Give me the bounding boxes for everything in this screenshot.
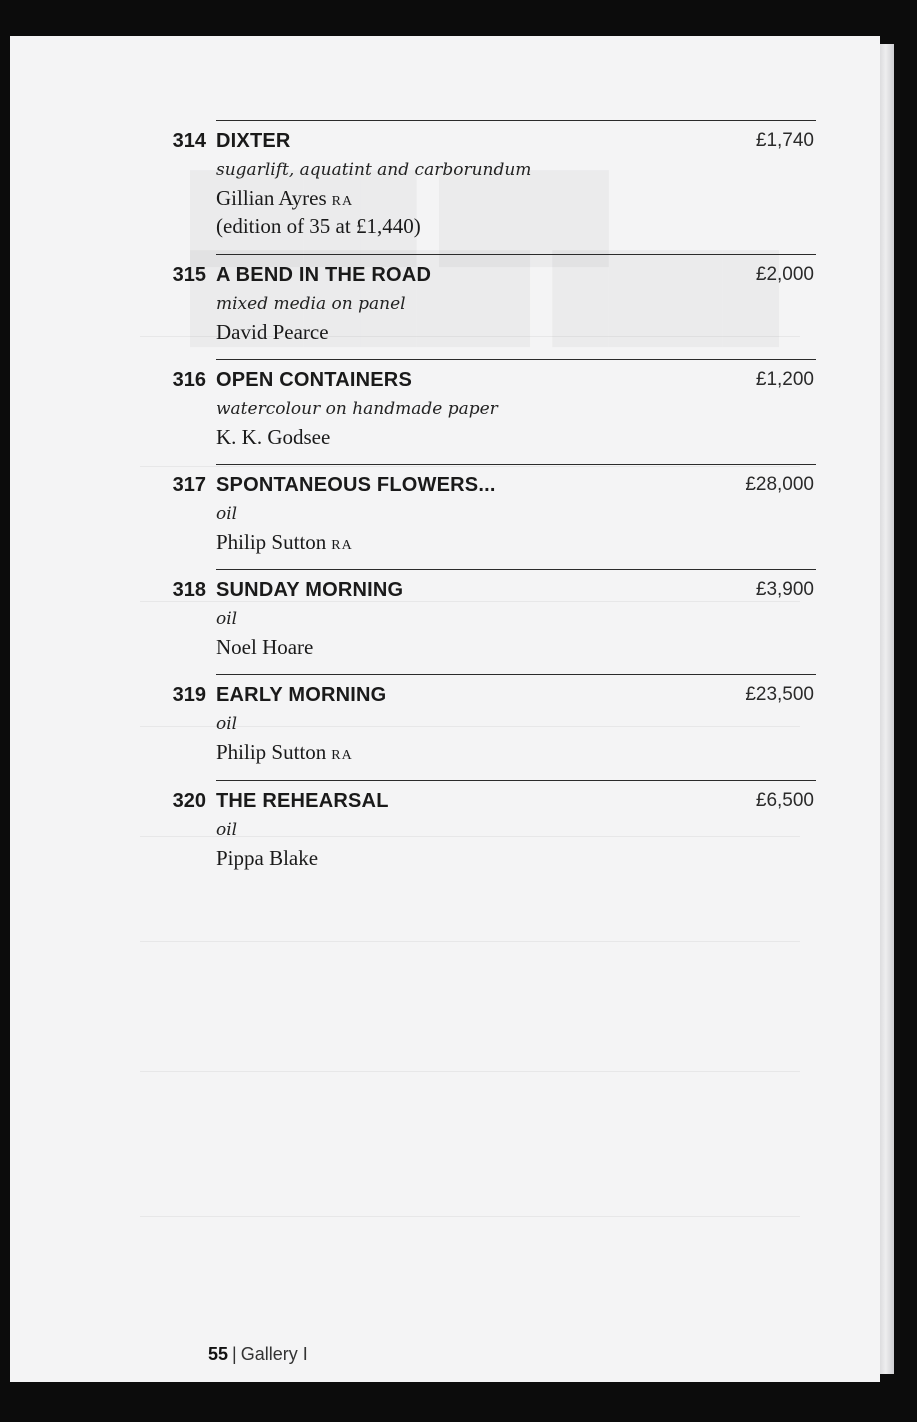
artist-honour: RA [331,194,354,209]
entry-price: £28,000 [745,474,814,495]
entry-title: SPONTANEOUS FLOWERS... [216,474,496,496]
catalogue-page [10,36,880,1382]
ghost-rule [140,1071,800,1072]
artist-name: Noel Hoare [216,635,314,659]
entry-number: 320 [172,790,206,812]
artist-honour: RA [331,748,353,763]
entry-divider [216,359,816,360]
entry-artist [216,846,323,871]
footer-separator: | [232,1344,237,1364]
entry-divider [216,569,816,570]
entry-artist [216,635,318,660]
entry-number: 319 [172,684,206,706]
entry-price: £1,200 [755,369,814,390]
entry-number: 316 [172,369,206,391]
artist-name: Gillian Ayres [216,186,327,210]
entry-medium: oil [216,609,238,629]
entry-artist [216,530,353,555]
artist-name: Philip Sutton [216,740,327,764]
entry-artist [216,320,334,345]
ghost-rule [140,941,800,942]
entry-title: A BEND IN THE ROAD [216,264,432,286]
entry-price: £23,500 [745,684,814,705]
page-footer [208,1344,308,1365]
entry-price: £1,740 [755,130,814,151]
entry-artist [216,740,353,765]
artist-name: K. K. Godsee [216,425,331,449]
section-name: Gallery I [240,1344,308,1364]
entry-title: DIXTER [216,130,291,152]
entry-divider [216,120,816,121]
entry-artist [216,425,335,450]
entry-price: £6,500 [755,790,814,811]
entry-price: £3,900 [755,579,814,600]
ghost-rule [140,726,800,727]
ghost-rule [140,466,800,467]
entry-number: 318 [172,579,206,601]
entry-divider [216,254,816,255]
entry-divider [216,464,816,465]
artist-honour: RA [331,538,353,553]
entry-price: £2,000 [755,264,814,285]
entry-medium: oil [216,504,238,524]
page-number: 55 [208,1344,229,1364]
entry-number: 314 [172,130,206,152]
show-through-ghost [10,36,880,1382]
entry-medium: oil [216,714,238,734]
entry-divider [216,780,816,781]
entry-title: THE REHEARSAL [216,790,389,812]
entry-medium: watercolour on handmade paper [216,399,498,419]
entry-medium: sugarlift, aquatint and carborundum [216,160,532,180]
ghost-rule [140,1216,800,1217]
artist-name: Pippa Blake [216,846,319,870]
entry-title: EARLY MORNING [216,684,387,706]
entry-title: SUNDAY MORNING [216,579,404,601]
entry-number: 317 [172,474,206,496]
entry-edition: (edition of 35 at £1,440) [216,214,421,238]
page-edge [880,44,894,1374]
entry-title: OPEN CONTAINERS [216,369,412,391]
entry-artist [216,186,353,211]
entry-medium: mixed media on panel [216,294,406,314]
entry-divider [216,674,816,675]
ghost-rule [140,836,800,837]
artist-name: Philip Sutton [216,530,327,554]
entry-medium: oil [216,820,238,840]
artist-name: David Pearce [216,320,329,344]
entry-number: 315 [172,264,206,286]
